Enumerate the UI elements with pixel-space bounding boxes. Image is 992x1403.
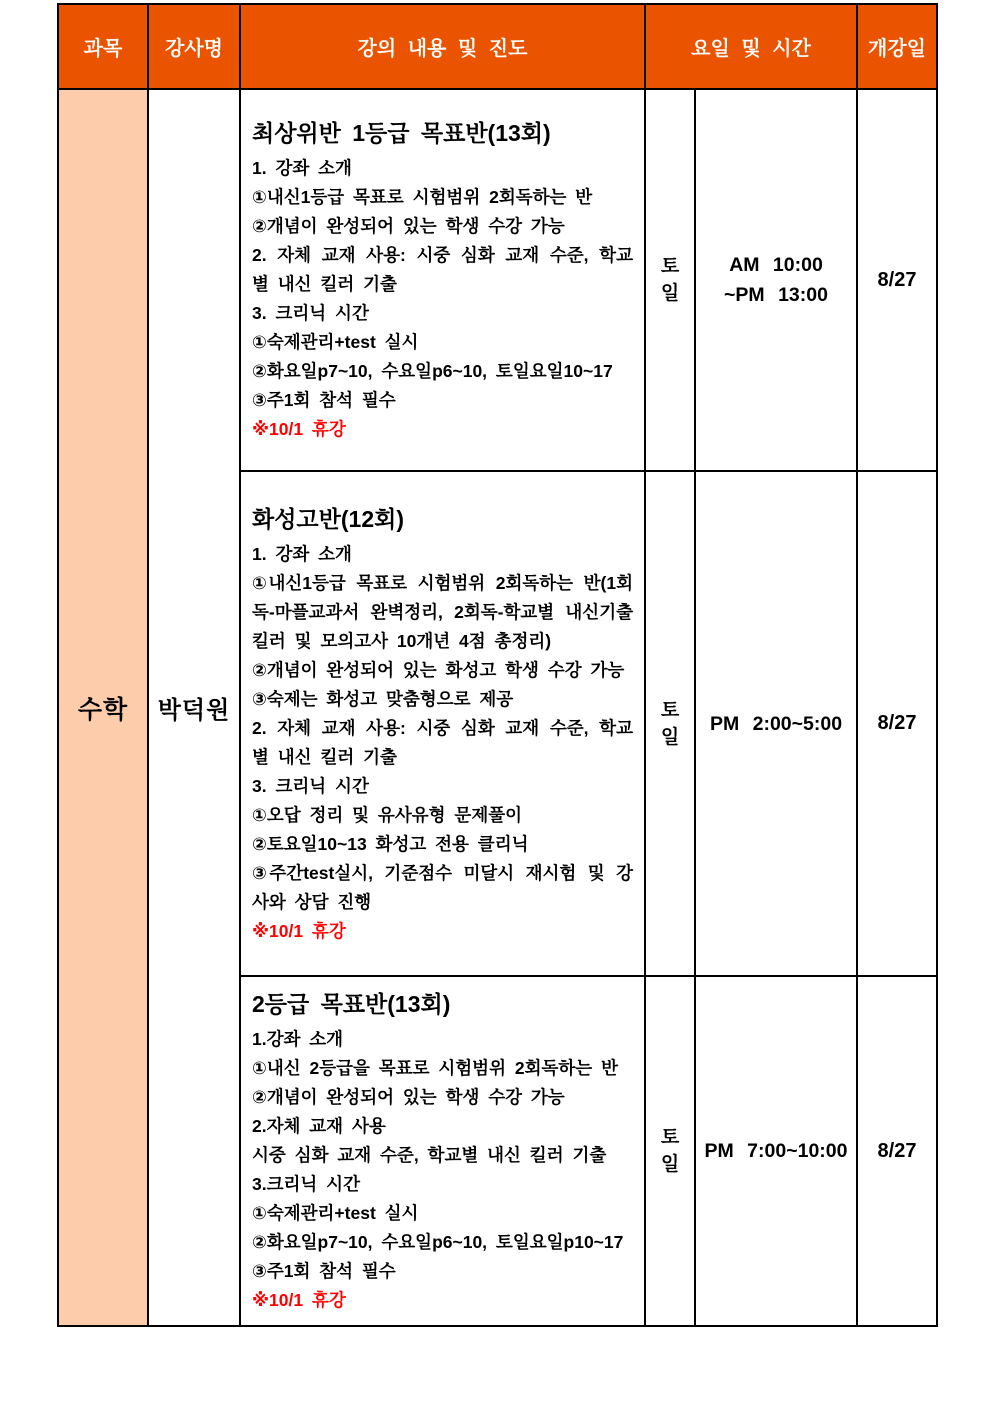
content-line: ※10/1 휴강 <box>252 419 346 439</box>
content-line: ②토요일10~13 화성고 전용 클리닉 <box>252 833 529 854</box>
content-line: ①내신1등급 목표로 시험범위 2회독하는 반 <box>252 187 593 207</box>
time-cell <box>695 89 857 471</box>
instructor-cell: 박덕원 <box>148 89 240 1326</box>
content-line: 토 <box>660 256 680 277</box>
content-line: PM 2:00~5:00 <box>709 712 843 735</box>
content-line: 2. 자체 교재 사용: 시중 심화 교재 수준, 학교별 내신 킬러 기출 <box>252 245 633 294</box>
content-line: ②개념이 완성되어 있는 화성고 학생 수강 가능 <box>252 659 625 680</box>
content-line: 1. 강좌 소개 <box>252 158 352 178</box>
content-line: ①내신1등급 목표로 시험범위 2회독하는 반(1회독-마플교과서 완벽정리, 2회독-학교별 내신기출 킬러 및 모의고사 10개년 4점 총정리) <box>252 572 633 651</box>
course-details <box>252 540 633 946</box>
header-subject: 과목 <box>58 4 148 89</box>
start-date-cell: 8/27 <box>857 976 937 1326</box>
content-line: ③주간test실시, 기준점수 미달시 재시험 및 강사와 상담 진행 <box>252 862 633 912</box>
content-line: 일 <box>660 726 680 748</box>
content-line: ②화요일p7~10, 수요일p6~10, 토일요일p10~17 <box>252 1232 624 1252</box>
content-line: ③주1회 참석 필수 <box>252 1261 396 1281</box>
content-line: ①오답 정리 및 유사유형 문제풀이 <box>252 804 523 825</box>
days-cell <box>645 89 695 471</box>
content-line: 3. 크리닉 시간 <box>252 775 369 796</box>
content-line: ①숙제관리+test 실시 <box>252 332 419 352</box>
days-cell <box>645 471 695 976</box>
course-title: 화성고반(12회) <box>252 505 404 532</box>
header-row <box>58 4 937 89</box>
content-line: 1. 강좌 소개 <box>252 543 352 564</box>
content-line: ※10/1 휴강 <box>252 920 346 941</box>
content-line: 일 <box>660 283 680 304</box>
header-schedule: 요일 및 시간 <box>645 4 857 89</box>
content-line: 토 <box>660 1127 680 1148</box>
content-line: ②개념이 완성되어 있는 학생 수강 가능 <box>252 216 565 236</box>
start-date-cell: 8/27 <box>857 89 937 471</box>
timetable-sheet <box>57 3 938 1327</box>
content-line: 시중 심화 교재 수준, 학교별 내신 킬러 기출 <box>252 1145 607 1165</box>
course-details <box>252 154 633 444</box>
header-instructor: 강사명 <box>148 4 240 89</box>
content-line: ③주1회 참석 필수 <box>252 390 396 410</box>
content-line: ①숙제관리+test 실시 <box>252 1203 419 1223</box>
content-line: ※10/1 휴강 <box>252 1290 346 1310</box>
time-cell <box>695 976 857 1326</box>
content-line: 3.크리닉 시간 <box>252 1174 360 1194</box>
content-line: ②화요일p7~10, 수요일p6~10, 토일요일10~17 <box>252 361 613 381</box>
content-line: 2.자체 교재 사용 <box>252 1116 386 1136</box>
content-line: 일 <box>660 1154 680 1175</box>
content-line: AM 10:00 <box>729 254 823 276</box>
table-row <box>58 89 937 471</box>
course-title: 최상위반 1등급 목표반(13회) <box>252 120 551 146</box>
header-start-date: 개강일 <box>857 4 937 89</box>
subject-cell: 수학 <box>58 89 148 1326</box>
header-content: 강의 내용 및 진도 <box>240 4 645 89</box>
course-content-cell <box>240 976 645 1326</box>
course-title: 2등급 목표반(13회) <box>252 991 451 1017</box>
content-line: ③숙제는 화성고 맞춤형으로 제공 <box>252 688 514 709</box>
content-line: 토 <box>660 699 680 721</box>
time-cell <box>695 471 857 976</box>
content-line: 3. 크리닉 시간 <box>252 303 369 323</box>
course-content-cell <box>240 471 645 976</box>
content-line: ②개념이 완성되어 있는 학생 수강 가능 <box>252 1087 565 1107</box>
content-line: 1.강좌 소개 <box>252 1029 344 1049</box>
content-line: ~PM 13:00 <box>724 284 828 306</box>
start-date-cell: 8/27 <box>857 471 937 976</box>
content-line: 2. 자체 교재 사용: 시중 심화 교재 수준, 학교별 내신 킬러 기출 <box>252 717 633 767</box>
course-details <box>252 1025 633 1315</box>
days-cell <box>645 976 695 1326</box>
course-content-cell <box>240 89 645 471</box>
content-line: ①내신 2등급을 목표로 시험범위 2회독하는 반 <box>252 1058 618 1078</box>
course-schedule-table <box>57 3 938 1327</box>
content-line: PM 7:00~10:00 <box>704 1140 848 1162</box>
